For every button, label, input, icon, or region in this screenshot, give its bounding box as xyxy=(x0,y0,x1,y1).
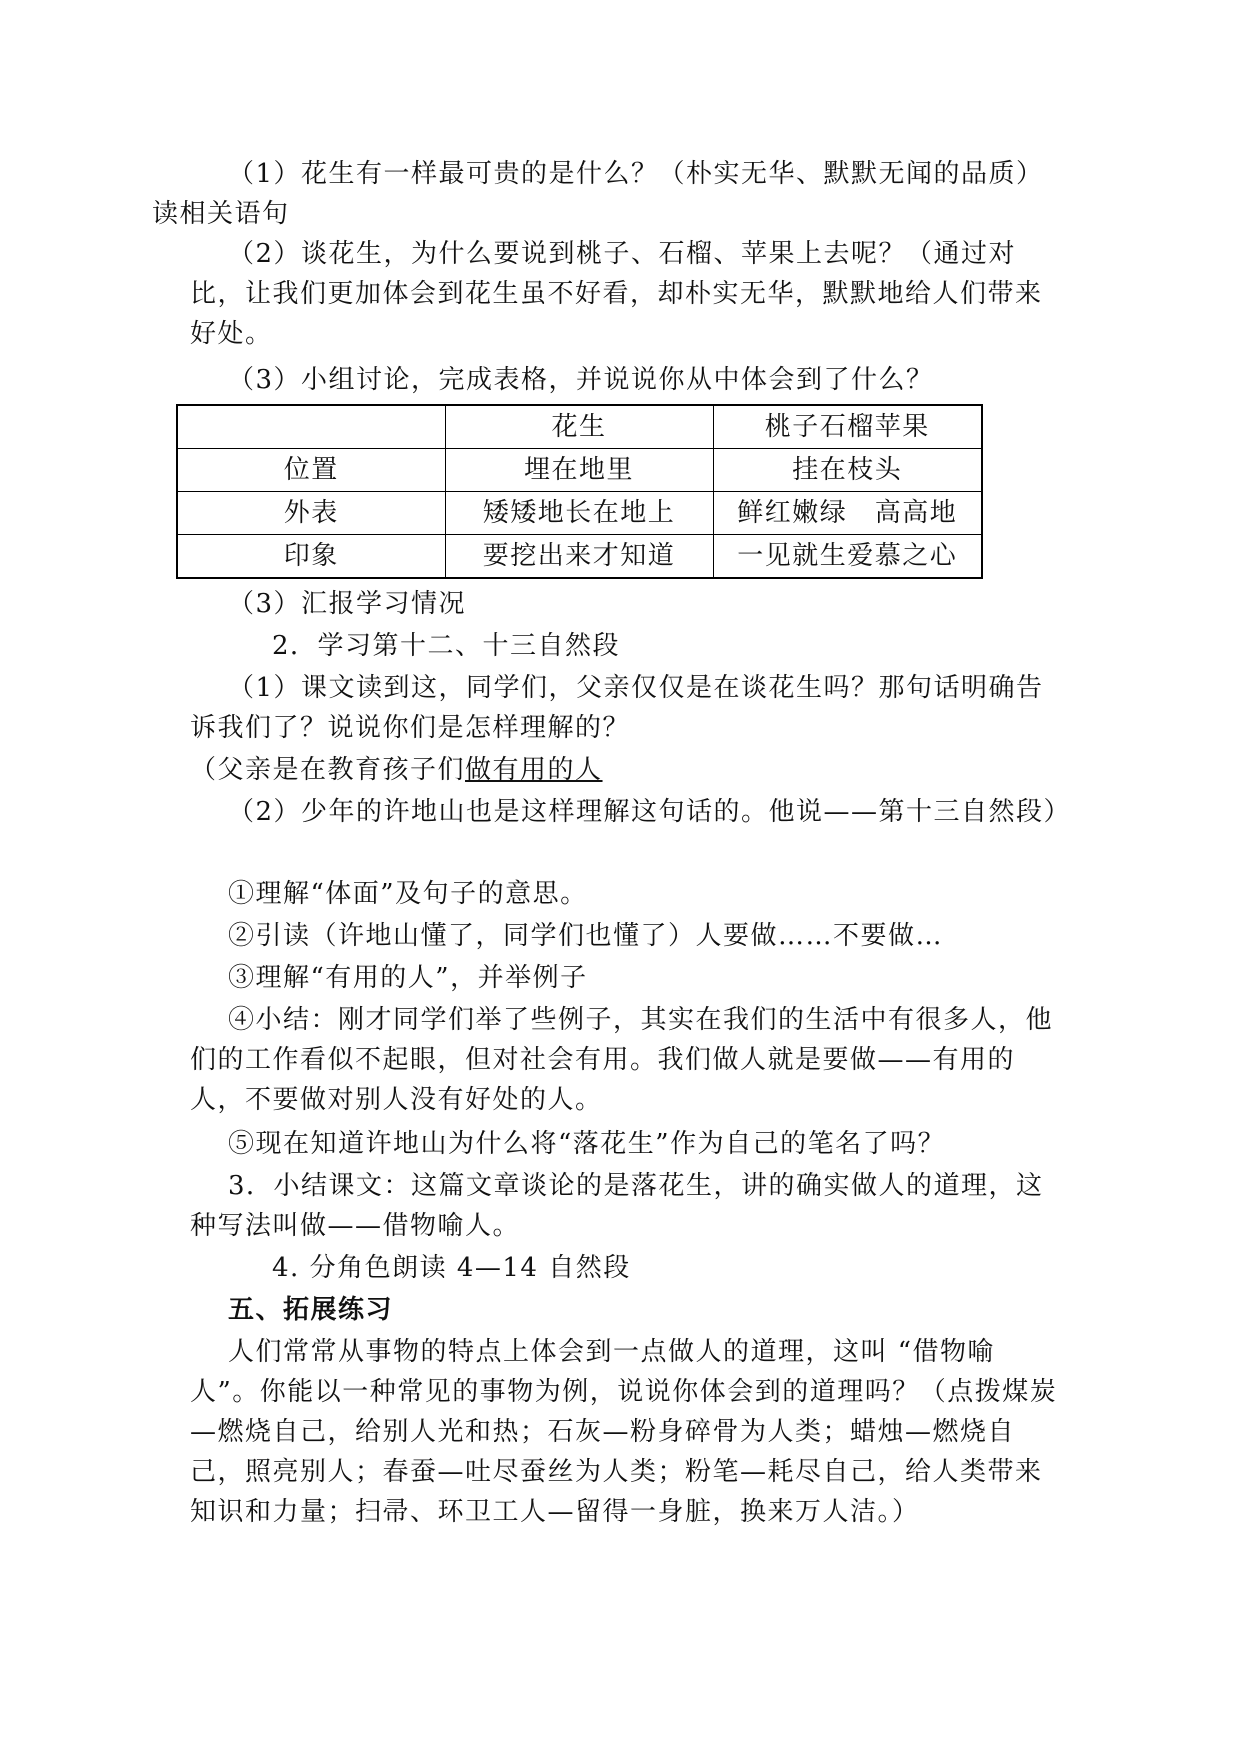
table-cell: 外表 xyxy=(177,492,445,535)
circle-item-3: ③理解“有用的人”，并举例子 xyxy=(228,963,588,993)
table-cell: 埋在地里 xyxy=(445,449,713,492)
circle-item-4: ④小结：刚才同学们举了些例子，其实在我们的生活中有很多人，他们的工作看似不起眼，但对社会有用。我们做人就是要做——有用的人，不要做对别人没有好处的人。 xyxy=(190,1005,1054,1115)
question-1 xyxy=(152,154,1060,234)
table-cell: 一见就生爱慕之心 xyxy=(713,535,982,579)
section-5-text: 人们常常从事物的特点上体会到一点做人的道理，这叫 “借物喻人”。你能以一种常见的事物为例，说说你体会到的道理吗？（点拨煤炭—燃烧自己，给别人光和热；石灰—粉身碎骨为人类；蜡烛—燃烧自己，照亮别人；春蚕—吐尽蚕丝为人类；粉笔—耗尽自己，给人类带来知识和力量；扫帚、环卫工人—留得一身脏，换来万人洁。） xyxy=(190,1337,1058,1527)
report-line: （3）汇报学习情况 xyxy=(228,589,467,619)
step-2-answer-underlined: 做有用的人 xyxy=(465,755,603,785)
step-4: 4. 分角色朗读 4—14 自然段 xyxy=(272,1253,631,1283)
table-cell: 鲜红嫩绿 高高地 xyxy=(713,492,982,535)
table-row xyxy=(177,535,982,579)
step-2-heading: 2．学习第十二、十三自然段 xyxy=(272,631,621,661)
table-cell: 位置 xyxy=(177,449,445,492)
table-cell: 矮矮地长在地上 xyxy=(445,492,713,535)
comparison-table xyxy=(176,404,983,579)
table-cell: 要挖出来才知道 xyxy=(445,535,713,579)
table-header-row xyxy=(177,405,982,449)
table-cell: 印象 xyxy=(177,535,445,579)
table-row xyxy=(177,449,982,492)
section-5-title: 五、拓展练习 xyxy=(228,1295,394,1325)
question-2: （2）谈花生，为什么要说到桃子、石榴、苹果上去呢？（通过对比，让我们更加体会到花生虽不好看，却朴实无华，默默地给人们带来好处。 xyxy=(190,239,1043,349)
step-3: 3．小结课文：这篇文章谈论的是落花生，讲的确实做人的道理，这种写法叫做——借物喻人。 xyxy=(190,1171,1044,1241)
table-header-cell xyxy=(177,405,445,449)
table-header-cell: 花生 xyxy=(445,405,713,449)
table-header-cell: 桃子石榴苹果 xyxy=(713,405,982,449)
step-2-answer-text: （父亲是在教育孩子们 xyxy=(190,755,466,785)
table-cell: 挂在枝头 xyxy=(713,449,982,492)
circle-item-1: ①理解“体面”及句子的意思。 xyxy=(228,879,588,909)
step-2-question-1: （1）课文读到这，同学们，父亲仅仅是在谈花生吗？那句话明确告诉我们了？说说你们是怎样理解的？ xyxy=(190,673,1044,743)
circle-item-2: ②引读（许地山懂了，同学们也懂了）人要做……不要做… xyxy=(228,921,944,951)
question-1-text: （1）花生有一样最可贵的是什么？（朴实无华、默默无闻的品质） xyxy=(228,159,1044,189)
step-2-answer xyxy=(190,750,1060,790)
question-1-note: 读相关语句 xyxy=(152,199,290,229)
circle-item-5: ⑤现在知道许地山为什么将“落花生”作为自己的笔名了吗？ xyxy=(228,1129,946,1159)
question-3: （3）小组讨论，完成表格，并说说你从中体会到了什么？ xyxy=(228,365,934,395)
step-2-question-2: （2）少年的许地山也是这样理解这句话的。他说——第十三自然段） xyxy=(228,797,1072,827)
table-row xyxy=(177,492,982,535)
